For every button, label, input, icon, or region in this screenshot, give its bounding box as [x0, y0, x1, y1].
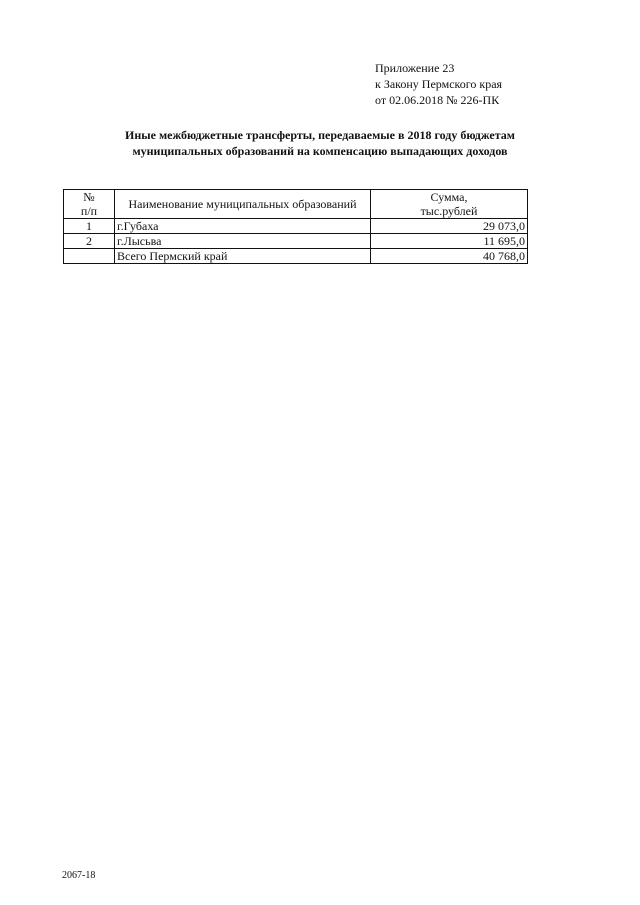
column-header-number-line1: № [83, 190, 95, 204]
column-header-sum-line1: Сумма, [430, 190, 468, 204]
appendix-reference [375, 60, 502, 108]
row-municipality: г.Лысьва [115, 234, 371, 249]
table-header-row [64, 190, 528, 219]
appendix-number: Приложение 23 [375, 61, 455, 75]
table-total-row [64, 249, 528, 264]
appendix-law: к Закону Пермского края [375, 77, 503, 91]
column-header-number [64, 190, 115, 219]
table-row [64, 234, 528, 249]
column-header-sum-line2: тыс.рублей [420, 204, 478, 218]
document-title [60, 127, 580, 159]
row-sum: 11 695,0 [371, 234, 528, 249]
column-header-number-line2: п/п [80, 204, 98, 218]
total-number [64, 249, 115, 264]
column-header-name [115, 190, 371, 219]
total-sum: 40 768,0 [371, 249, 528, 264]
total-label: Всего Пермский край [115, 249, 371, 264]
row-number: 1 [64, 219, 115, 234]
column-header-name-label: Наименование муниципальных образований [128, 197, 357, 211]
appendix-date: от 02.06.2018 № 226-ПК [375, 93, 500, 107]
document-title-line2: муниципальных образований на компенсацию выпадающих доходов [132, 144, 508, 158]
row-sum: 29 073,0 [371, 219, 528, 234]
table-row [64, 219, 528, 234]
transfers-table [63, 189, 528, 264]
document-code: 2067-18 [62, 870, 96, 881]
row-number: 2 [64, 234, 115, 249]
document-title-line1: Иные межбюджетные трансферты, передаваемые в 2018 году бюджетам [125, 128, 515, 142]
column-header-sum [371, 190, 528, 219]
row-municipality: г.Губаха [115, 219, 371, 234]
